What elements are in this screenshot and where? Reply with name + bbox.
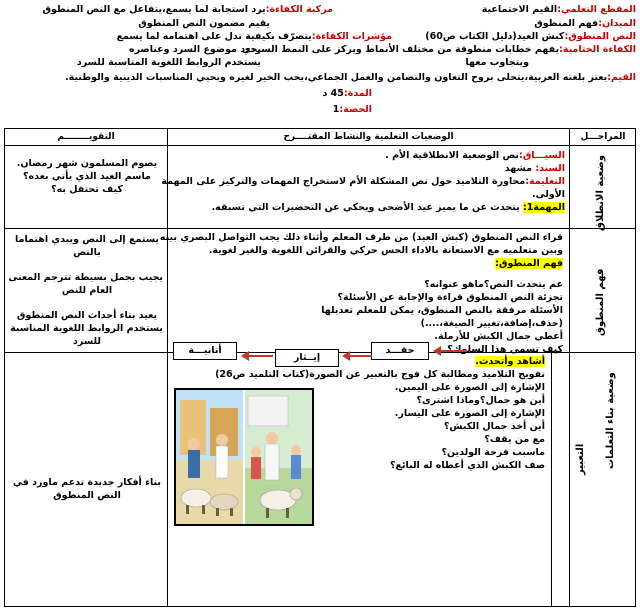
understanding-heading: فهم المنطوق: xyxy=(495,258,563,269)
lesson-table xyxy=(4,128,636,607)
instruction-cont: الأولى. xyxy=(531,189,565,200)
duration: المدة:45 د xyxy=(322,88,372,99)
expression-heading: أشاهد وأتحدث. xyxy=(475,356,545,367)
understanding-evaluation: يستمع إلى النص ويبدي اهتماما بالنص يجيب بجمل بسيطة تترجم المعنى العام للنص يعيد بناء أحداث النص المنطوق يستخدم الروابط اللغوية المناسبة للسرد xyxy=(8,234,163,347)
stage-building: وضعية بناء التعلمات xyxy=(605,372,616,470)
stage-understanding: فهم المنطوق xyxy=(595,269,606,337)
header-row-4 xyxy=(4,44,636,56)
competence-component: مركبة الكفاءة:يرد استجابة لما يسمع،يتفاعل مع النص المنطوق xyxy=(42,4,333,15)
header-row-7 xyxy=(4,88,636,100)
divider-launch xyxy=(5,228,635,229)
header-row-8 xyxy=(4,104,636,116)
launch-activities xyxy=(161,149,565,214)
flow-box-hatred: حقـــد xyxy=(371,342,429,360)
expression-activities: أشاهد وأتحدث. تفويج التلاميذ ومطالبة كل فوج بالتعبير عن الصورة(كتاب التلميذ ص26) الإشارة إلى الصورة على اليمين. أين هو جمال؟وماذا اشترى؟ الإشارة إلى الصورة على اليسار. أين أخذ جمال الكبش؟ مع من يقف؟ ماسبب فرحة الولدين؟ صف الكبش الذي أعطاه له البائع؟ xyxy=(215,356,545,471)
instruction-line: التعليمة:محاورة التلاميذ حول نص المشكلة الأم لاستخراج المهمات والتركيز على المهمة xyxy=(161,176,565,187)
scene-illustration xyxy=(174,388,314,526)
divider-stages xyxy=(569,129,570,606)
launch-evaluation: يصوم المسلمون شهر رمضان. ماسم العيد الذي يأتي بعده؟ كيف تحتفل به؟ xyxy=(16,158,158,195)
indicator-1: يقيم مضمون النص المنطوق xyxy=(138,18,270,29)
final-competence: الكفاءة الختامية:يفهم خطابات منطوقة من مختلف الأنماط ويركز على النمط السردي xyxy=(241,44,636,55)
flow-box-altruism: إيــثار xyxy=(275,349,339,367)
values: القيم:يعتز بلغته العربية،يتحلى بروح التعاون والتضامن والعمل الجماعي،يحب الخير لغيره ويحيي المناسبات الدينية والوطنية. xyxy=(65,72,636,83)
support-line: السند: مشهد xyxy=(504,163,565,174)
sheep-market-illustration xyxy=(176,390,312,524)
spoken-text: النص المنطوق:كبش العيد(دليل الكتاب ص60) xyxy=(425,31,636,42)
header-row-2 xyxy=(4,18,636,30)
understanding-activities: قراء النص المنطوق (كبش العيد) من طرف المعلم وأثناء ذلك يجب التواصل البصري بينه وبين متعلميه مع الاستعانة بالاداء الحس حركي والقرائن اللغوية والغير لغوية. فهم المنطوق: عم يتحدث النص؟ماهو عنوانه؟ تجزئة النص المنطوق قراءة والإجابة عن الأسئلة؟ الأسئلة مرفقة بالنص المنطوق، يمكن للمعلم تعديلها (حذف،إضافة،تغيير الصيغة،....) أعطي جمال الكبش للأرملة. كيف تسمي هذا السلوك؟ xyxy=(159,232,563,355)
stage-launch: وضعية الانطلاق xyxy=(595,155,606,232)
header-row-3 xyxy=(4,31,636,43)
flow-box-selfishness: أنانيـــة xyxy=(173,342,237,360)
final-competence-cont: ويتجاوب معها xyxy=(465,57,529,68)
indicator-2: يحدد موضوع السرد وعناصره xyxy=(129,44,261,55)
header-row-5 xyxy=(4,57,636,69)
col-activities: الوضعيات التعلمية والنشاط المقتــــرح xyxy=(283,132,454,142)
indicator-3: يستخدم الروابط اللغوية المناسبة للسرد xyxy=(76,57,261,68)
field: الميدان:فهم المنطوق xyxy=(534,18,636,29)
divider-header xyxy=(5,145,635,146)
header-row-1 xyxy=(4,4,636,16)
divider-substage xyxy=(551,352,552,606)
context-line: السيـــاق:نص الوضعية الانطلاقية الأم . xyxy=(385,150,565,161)
header-row-6 xyxy=(4,72,636,84)
learning-segment: المقطع التعلمي:القيم الاجتماعية xyxy=(481,4,636,15)
competence-indicators: مؤشرات الكفاءة:يتصرّف بكيفية تدل على اهتمامه لما يسمع xyxy=(116,31,392,42)
task-line: المهمة1: يتحدث عن ما يميز عيد الأضحى ويحكي عن التحضيرات التي تسبقه. xyxy=(211,202,565,213)
col-stages: المراحـــل xyxy=(580,132,626,142)
arrow-left-icon xyxy=(241,351,273,361)
expression-evaluation: بناء أفكار جديدة تدعم ماورد في النص المنطوق xyxy=(13,477,161,501)
stage-expression: التعبير xyxy=(575,443,586,475)
session: الحصة:1 xyxy=(332,104,372,115)
col-evaluation: التقويــــــــم xyxy=(57,132,115,142)
